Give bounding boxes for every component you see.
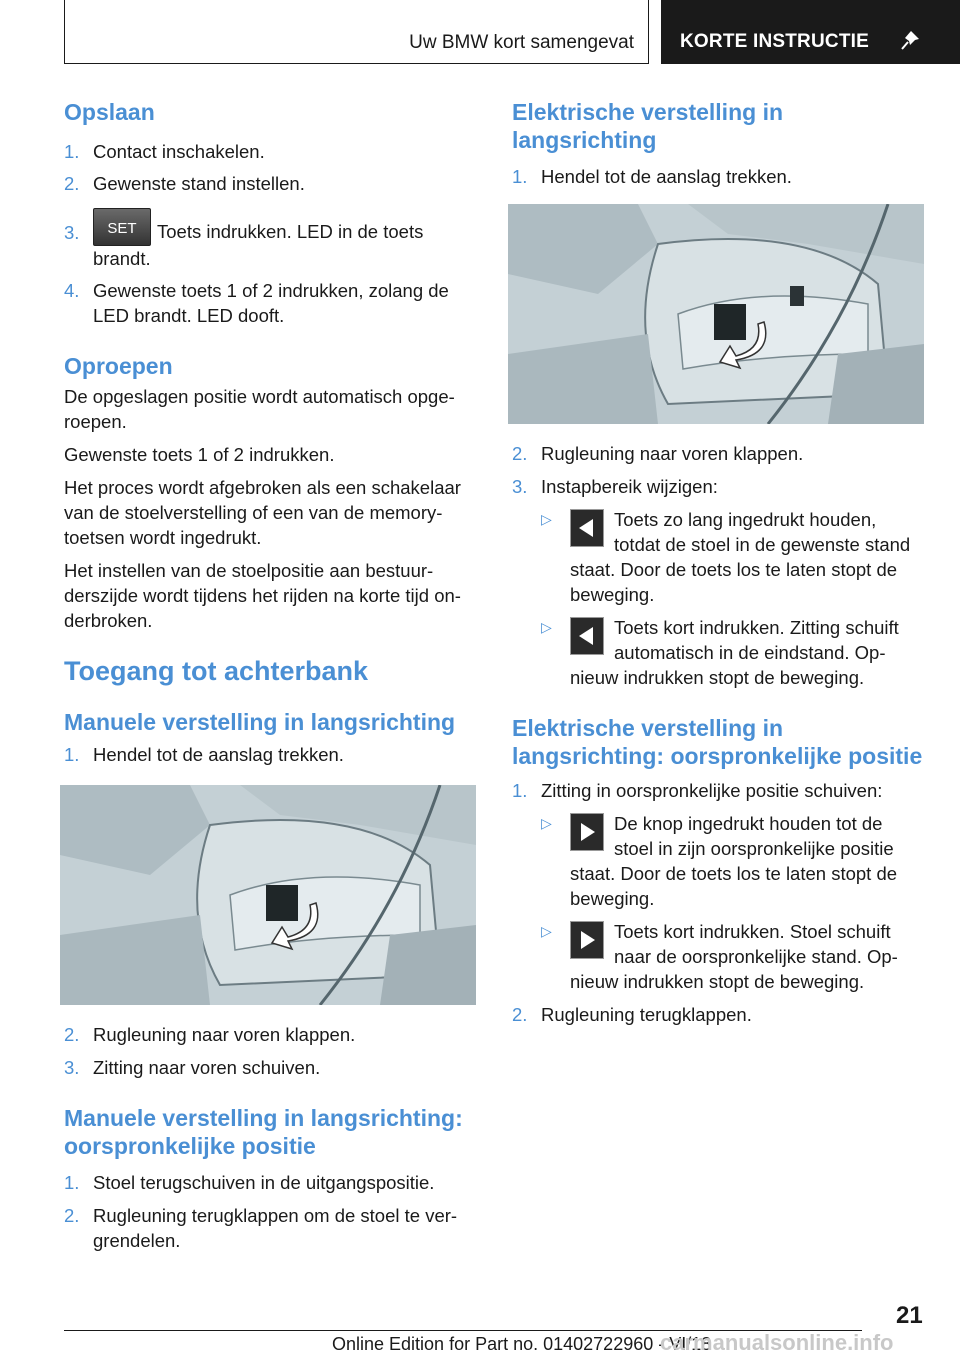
list-item [512, 164, 924, 189]
list-number: 1. [512, 780, 528, 801]
page-number: 21 [896, 1302, 923, 1329]
list-item [64, 171, 476, 196]
list-number: 2. [64, 1205, 80, 1226]
list-text: Hendel tot de aanslag trekken. [93, 744, 344, 765]
heading-opslaan: Opslaan [64, 99, 155, 125]
paragraph: De opgeslagen positie wordt automatisch opge-roepen. [64, 386, 455, 432]
heading-elektrisch: Elektrische verstelling in langsrichting [512, 99, 784, 153]
list-item [64, 139, 476, 164]
triangle-bullet-icon: ▷ [541, 619, 552, 635]
list-number: 3. [64, 222, 80, 243]
arrow-left-button-icon [570, 617, 604, 655]
list-number: 2. [512, 443, 528, 464]
list-text: Stoel terugschuiven in de uitgangspositie. [93, 1172, 435, 1193]
list-number: 4. [64, 280, 80, 301]
paragraph: Het proces wordt afgebroken als een schakelaar van de stoelverstelling of een van de memory-toetsen wordt ingedrukt. [64, 477, 461, 548]
header-chapter-box [661, 0, 960, 64]
list-text: Instapbereik wijzigen: [541, 476, 718, 497]
heading-manueel-oorspronkelijk: Manuele verstelling in langsrichting: oorspronkelijke positie [64, 1105, 463, 1159]
list-item [64, 208, 476, 272]
list-item [64, 1022, 476, 1047]
list-number: 1. [512, 166, 528, 187]
sub-list-item [512, 919, 924, 994]
paragraph: Het instellen van de stoelpositie aan bestuur-derszijde wordt tijdens het rijden na korte tijd on-derbroken. [64, 560, 461, 631]
sub-list-item [512, 615, 924, 690]
column-right [512, 98, 924, 1027]
list-text: Rugleuning terugklappen. [541, 1004, 752, 1025]
list-number: 1. [64, 141, 80, 162]
list-text: Gewenste toets 1 of 2 indrukken, zolang de LED brandt. LED dooft. [93, 280, 449, 326]
list-number: 3. [64, 1057, 80, 1078]
heading-elektrisch-oorspronkelijk: Elektrische verstelling in langsrichting: oorspronkelijke positie [512, 715, 923, 769]
list-text: Zitting in oorspronkelijke positie schuiven: [541, 780, 883, 801]
sub-list-item [512, 811, 924, 911]
list-number: 2. [64, 1024, 80, 1045]
list-number: 2. [512, 1004, 528, 1025]
list-item [512, 441, 924, 466]
triangle-bullet-icon: ▷ [541, 923, 552, 939]
list-text: Hendel tot de aanslag trekken. [541, 166, 792, 187]
header-section-box [64, 0, 649, 64]
list-text: Zitting naar voren schuiven. [93, 1057, 321, 1078]
watermark: carmanualsonline.info [660, 1330, 894, 1355]
list-item [64, 278, 476, 328]
list-item [64, 1203, 476, 1253]
list-item [64, 742, 476, 767]
list-item [512, 778, 924, 803]
footer-edition: Online Edition for Part no. 01402722960 - VI/18 [332, 1334, 712, 1354]
list-item [64, 1055, 476, 1080]
list-number: 3. [512, 476, 528, 497]
list-item [512, 474, 924, 499]
list-item [64, 1170, 476, 1195]
list-number: 1. [64, 744, 80, 765]
list-text: Toets indrukken. LED in de toets brandt. [93, 221, 424, 269]
heading-manueel: Manuele verstelling in langsrichting [64, 709, 456, 735]
sub-list-text: Toets zo lang ingedrukt houden, totdat de stoel in de gewenste stand staat. Door de toets los te laten stopt de beweging. [570, 509, 911, 605]
paragraph: Gewenste toets 1 of 2 indrukken. [64, 444, 335, 465]
list-text: Rugleuning terugklappen om de stoel te ver-grendelen. [93, 1205, 458, 1251]
sub-list-text: De knop ingedrukt houden tot de stoel in zijn oorspronkelijke positie staat. Door de toets los te laten stopt de beweging. [570, 813, 898, 909]
sub-list-text: Toets kort indrukken. Zitting schuift automatisch in de eindstand. Op-nieuw indrukken stopt de beweging. [570, 617, 899, 688]
triangle-bullet-icon: ▷ [541, 815, 552, 831]
arrow-right-button-icon [570, 921, 604, 959]
arrow-left-button-icon [570, 509, 604, 547]
list-number: 1. [64, 1172, 80, 1193]
sub-list-item [512, 507, 924, 607]
list-text: Rugleuning naar voren klappen. [541, 443, 804, 464]
arrow-right-button-icon [570, 813, 604, 851]
header-chapter-title: KORTE INSTRUCTIE [680, 31, 869, 52]
heading-toegang: Toegang tot achterbank [64, 656, 369, 686]
heading-oproepen: Oproepen [64, 353, 173, 379]
list-text: Rugleuning naar voren klappen. [93, 1024, 356, 1045]
header-section-title: Uw BMW kort samengevat [409, 32, 634, 53]
seat-lever-photo [60, 785, 476, 1005]
list-text: Gewenste stand instellen. [93, 173, 305, 194]
list-text: Contact inschakelen. [93, 141, 265, 162]
list-number: 2. [64, 173, 80, 194]
set-button-icon: SET [93, 208, 151, 246]
sub-list-text: Toets kort indrukken. Stoel schuift naar de oorspronkelijke stand. Op-nieuw indrukken stopt de beweging. [570, 921, 898, 992]
column-left [64, 98, 476, 1253]
triangle-bullet-icon: ▷ [541, 511, 552, 527]
list-item [512, 1002, 924, 1027]
seat-lever-photo [508, 204, 924, 424]
pin-icon [899, 28, 925, 54]
